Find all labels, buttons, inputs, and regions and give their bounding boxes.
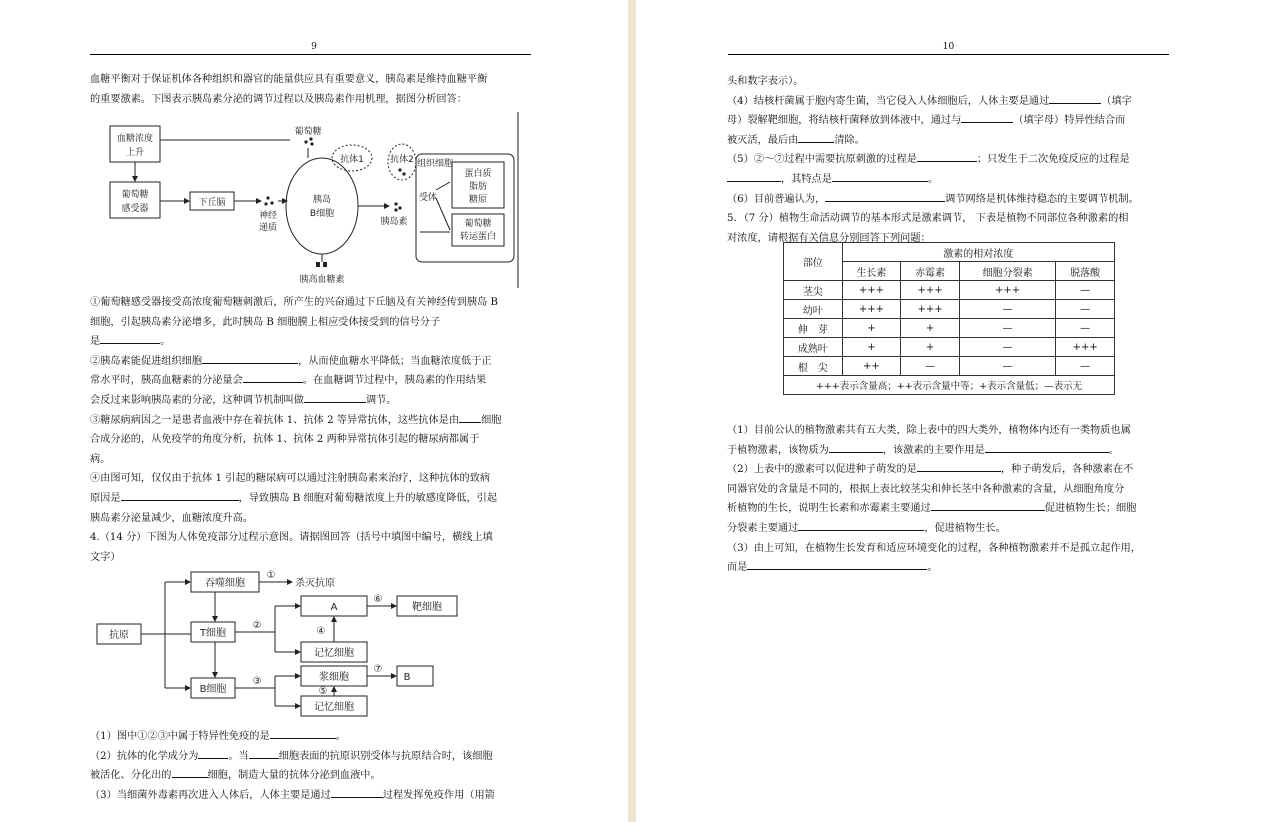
target-cell-label: 靶细胞: [412, 602, 442, 613]
sub2-text: 细胞，制造大量的抗体分泌到血液中。: [207, 770, 381, 782]
plasma-cell-label: 浆细胞: [319, 672, 349, 683]
right-text-bottom: [727, 421, 1169, 578]
table-cell: +++: [842, 281, 901, 300]
memory-cell-label: 记忆细胞: [314, 648, 354, 659]
sub3-text: （3）当细菌外毒素再次进入人体后，人体主要是通过: [90, 789, 331, 801]
page-number: 9: [311, 42, 317, 52]
intro-line: 的重要激素。下图表示胰岛素分泌的调节过程以及胰岛素作用机理，据图分析回答：: [90, 93, 467, 105]
column-header: 赤霉素: [901, 262, 960, 281]
sub4-text: 母）裂解靶细胞，将结核杆菌释放到体液中，通过与: [727, 115, 962, 127]
effects-label: 蛋白质: [464, 169, 492, 179]
islet-cell-ellipse: [286, 158, 358, 254]
blood-sugar-label: 血糖浓度: [116, 134, 154, 144]
sub-questions: [90, 727, 538, 805]
antigen-label: 抗原: [109, 630, 129, 641]
answer-blank[interactable]: [917, 460, 1001, 472]
answer-blank[interactable]: [331, 786, 383, 798]
q3-line: 合成分泌的，从免疫学的角度分析，抗体 1、抗体 2 两种异常抗体引起的糖尿病都属于: [90, 434, 480, 446]
p2-line: [727, 499, 1169, 519]
p3-text: 而是: [727, 562, 748, 574]
sub6-text: （6）目前普遍认为，: [727, 193, 826, 205]
sub5-text: ，其特点是: [781, 173, 832, 185]
column-header: 脱落酸: [1056, 262, 1115, 281]
cont-line: 头和数字表示）。: [727, 76, 804, 87]
row-label: 茎尖: [784, 281, 843, 300]
antibody2-label: 抗体2: [390, 155, 414, 165]
row-label: 伸 芽: [784, 319, 843, 338]
answer-blank[interactable]: [961, 111, 1013, 123]
blood-sugar-label: 上升: [125, 148, 145, 158]
answer-blank[interactable]: [832, 170, 928, 182]
table-cell: +: [842, 338, 901, 357]
table-cell: —: [1056, 319, 1115, 338]
b-result-box: [397, 666, 433, 686]
q-immune-title: 文字）: [90, 551, 121, 563]
page-gutter: [628, 0, 636, 822]
neurotransmitter-label: 递质: [258, 223, 278, 233]
q1-line: ①葡萄糖感受器接受高浓度葡萄糖刺激后，所产生的兴奋通过下丘脑及有关神经传到胰岛 B: [90, 297, 499, 308]
answer-blank[interactable]: [1049, 92, 1101, 104]
answer-blank[interactable]: [798, 519, 924, 531]
q1-line: 是 。: [90, 332, 538, 352]
glucose-receptor-label: 感受器: [121, 204, 149, 214]
table-cell: +: [901, 338, 960, 357]
answer-blank[interactable]: [270, 727, 336, 739]
p2-line: 同器官处的含量是不同的，根据上表比较茎尖和伸长茎中各种激素的含量，从细胞角度分: [727, 483, 1125, 495]
row-label: 根 尖: [784, 357, 843, 376]
sub5-line: [727, 150, 1169, 170]
table-cell: —: [959, 338, 1055, 357]
intro-line: 血糖平衡对于保证机体各种组织和器官的能量供应具有重要意义，胰岛素是维持血糖平衡: [90, 74, 488, 85]
answer-blank[interactable]: [917, 150, 977, 162]
q4-text: ，导致胰岛 B 细胞对葡萄糖浓度上升的敏感度降低，引起: [238, 492, 498, 504]
a-label: A: [330, 602, 338, 613]
p2-text: 促进植物生长；细胞: [1044, 503, 1137, 515]
table-row: [784, 300, 1115, 319]
q4-line: [90, 489, 538, 509]
sub1-line: [90, 727, 538, 747]
p2-text: ，种子萌发后，各种激素在不: [1000, 464, 1134, 476]
b-cell-label: B细胞: [199, 684, 227, 695]
q2-text: 会反过来影响胰岛素的分泌，这种调节机制叫做: [90, 394, 304, 406]
p2-line: [727, 519, 1169, 539]
q4-text: 原因是: [90, 492, 121, 504]
answer-blank[interactable]: [304, 391, 366, 403]
step-number: ④: [316, 626, 326, 637]
right-text-top: [727, 72, 1169, 248]
glucose-receptor-label: 葡萄糖: [121, 190, 149, 200]
answer-blank[interactable]: [100, 332, 160, 344]
table-cell: +: [842, 319, 901, 338]
answer-blank[interactable]: [985, 441, 1109, 453]
hormone-table: [783, 242, 1115, 395]
table-row: [784, 338, 1115, 357]
table-cell: —: [1056, 281, 1115, 300]
q2-line: [90, 391, 538, 411]
q5-title: 对浓度，请根据有关信息分别回答下列问题：: [727, 232, 931, 244]
memory-cell-label: 记忆细胞: [314, 702, 354, 713]
table-cell: +++: [901, 300, 960, 319]
p3-text: 。: [927, 562, 938, 574]
answer-blank[interactable]: [825, 190, 945, 202]
column-header: 生长素: [842, 262, 901, 281]
phagocyte-label: 吞噬细胞: [205, 578, 245, 589]
neurotransmitter-label: 神经: [258, 211, 278, 221]
table-cell: +++: [1056, 338, 1115, 357]
p1-line: （1）目前公认的植物激素共有五大类，除上表中的四大类外，植物体内还有一类物质也属: [727, 425, 1131, 436]
question-block: [90, 293, 538, 567]
p2-text: ，促进植物生长。: [924, 522, 1006, 534]
sub2-line: [90, 766, 538, 786]
answer-blank[interactable]: [798, 131, 834, 143]
effects-label: 转运蛋白: [459, 232, 497, 242]
table-cell: —: [901, 357, 960, 376]
step-number: ⑥: [373, 594, 383, 605]
q1-text: 是: [90, 336, 101, 348]
table-footnote: +++表示含量高；++表示含量中等；+表示含量低；—表示无: [784, 376, 1115, 395]
left-page: [0, 0, 628, 822]
q1-line: 细胞，引起胰岛素分泌增多，此时胰岛 B 细胞膜上相应受体接受到的信号分子: [90, 316, 441, 328]
receptor-label: 受体: [418, 193, 438, 203]
table-cell: +++: [959, 281, 1055, 300]
q-immune-title: 4.（14 分）下图为人体免疫部分过程示意图。请据图回答（括号中填图中编号，横线上填: [90, 532, 493, 544]
answer-blank[interactable]: [249, 747, 279, 759]
q2-text: ，从而使血糖水平降低；当血糖浓度低于正: [298, 355, 492, 367]
table-header: 激素的相对浓度: [842, 243, 1114, 262]
header-rule: [90, 54, 531, 55]
sub4-line: [727, 111, 1169, 131]
q3-text: 细胞: [481, 414, 502, 426]
table-row: [784, 357, 1115, 376]
sub4-text: （填字母）特异性结合而: [1013, 115, 1126, 127]
table-header: 部位: [784, 243, 843, 281]
right-page: [636, 0, 1264, 822]
glucose-label: 葡萄糖: [294, 127, 322, 137]
q2-text: 调节。: [365, 394, 397, 406]
sub1-text: 。: [335, 731, 346, 742]
p3-line: （3）由上可知，在植物生长发育和适应环境变化的过程，各种植物激素并不是孤立起作用，: [727, 542, 1141, 554]
sub6-text: 调节网络是机体维持稳态的主要调节机制。: [945, 193, 1139, 205]
hypothalamus-label: 下丘脑: [198, 198, 226, 208]
p1-line: [727, 441, 1169, 461]
intro-paragraph: [90, 70, 538, 109]
table-cell: —: [959, 319, 1055, 338]
sub4-text: （4）结核杆菌属于胞内寄生菌，当它侵入人体细胞后，人体主要是通过: [727, 95, 1050, 107]
step-number: ③: [252, 676, 262, 687]
q2-text: ②胰岛素能促进组织细胞: [90, 355, 203, 367]
sub2-text: （2）抗体的化学成分为: [90, 750, 199, 762]
q3-line: [90, 411, 538, 431]
immune-process-diagram: [95, 566, 465, 722]
page-number: 10: [942, 42, 955, 52]
row-label: 成熟叶: [784, 338, 843, 357]
step-number: ①: [266, 570, 276, 581]
sub3-line: [90, 786, 538, 806]
row-label: 幼叶: [784, 300, 843, 319]
column-header: 细胞分裂素: [959, 262, 1055, 281]
answer-blank[interactable]: [727, 170, 781, 182]
table-cell: +++: [901, 281, 960, 300]
q4-line: ④由图可知，仅仅由于抗体 1 引起的糖尿病可以通过注射胰岛素来治疗，这种抗体的致病: [90, 473, 491, 485]
table-row: [784, 319, 1115, 338]
p1-text: ，该激素的主要作用是: [882, 444, 985, 456]
table-cell: —: [1056, 300, 1115, 319]
table-cell: ++: [842, 357, 901, 376]
table-cell: +++: [842, 300, 901, 319]
q3-text: ③糖尿病病因之一是患者血液中存在着抗体 1、抗体 2 等异常抗体，这些抗体是由: [90, 414, 460, 426]
answer-blank[interactable]: [121, 489, 239, 501]
answer-blank[interactable]: [931, 499, 1045, 511]
sub2-text: 被活化、分化出的: [90, 770, 172, 782]
p2-text: 分裂素主要通过: [727, 522, 799, 534]
answer-blank[interactable]: [459, 411, 481, 423]
table-cell: —: [1056, 357, 1115, 376]
table-cell: —: [959, 300, 1055, 319]
table-row: [784, 281, 1115, 300]
islet-label: B细胞: [309, 209, 335, 219]
table-cell: —: [959, 357, 1055, 376]
answer-blank[interactable]: [198, 747, 228, 759]
q4-line: 胰岛素分泌量减少，血糖浓度升高。: [90, 512, 253, 524]
q3-line: 病。: [90, 453, 111, 465]
sub2-text: 。当: [228, 750, 249, 762]
sub5-text: 。: [927, 173, 939, 185]
p2-text: 析植物的生长，说明生长素和赤霉素主要通过: [727, 503, 931, 515]
sub2-text: 细胞表面的抗原识别受体与抗原结合时，该细胞: [278, 750, 493, 762]
step-number: ⑤: [318, 686, 328, 697]
sub4-line: [727, 131, 1169, 151]
sub5-text: ；只发生于二次免疫反应的过程是: [976, 154, 1130, 166]
sub4-line: [727, 92, 1169, 112]
sub4-text: 清除。: [834, 134, 865, 146]
table-cell: +: [901, 319, 960, 338]
step-number: ⑦: [373, 664, 383, 675]
answer-blank[interactable]: [172, 766, 208, 778]
sub4-text: （填字: [1101, 95, 1132, 107]
effects-label: 糖原: [468, 195, 488, 205]
q2-line: [90, 371, 538, 391]
q5-title: 5．（7 分）植物生命活动调节的基本形式是激素调节， 下表是植物不同部位各种激素的相: [727, 213, 1129, 225]
effects-label: 脂肪: [468, 182, 488, 192]
insulin-label: 胰岛素: [380, 217, 408, 227]
answer-blank[interactable]: [202, 352, 298, 364]
sub4-text: 被灭活，最后由: [727, 134, 799, 146]
sub2-line: [90, 747, 538, 767]
answer-blank[interactable]: [747, 558, 927, 570]
kill-antigen-label: 杀灭抗原: [295, 578, 335, 589]
tissue-label: 组织细胞: [416, 159, 454, 169]
answer-blank[interactable]: [243, 371, 303, 383]
q2-line: [90, 352, 538, 372]
antibody1-label: 抗体1: [340, 155, 364, 165]
t-cell-label: T细胞: [199, 628, 227, 639]
p2-line: [727, 460, 1169, 480]
p1-text: 于植物激素，该物质为: [727, 444, 829, 456]
p2-text: （2）上表中的激素可以促进种子萌发的是: [727, 464, 917, 476]
q2-text: 。在血糖调节过程中，胰岛素的作用结果: [302, 375, 487, 387]
p1-text: 。: [1108, 444, 1119, 456]
sub5-line: [727, 170, 1169, 190]
sub6-line: [727, 190, 1169, 210]
sub3-text: 过程发挥免疫作用（用箭: [382, 789, 495, 801]
islet-label: 胰岛: [312, 195, 332, 205]
sub1-text: （1）图中①②③中属于特异性免疫的是: [90, 731, 270, 742]
insulin-regulation-diagram: [100, 112, 520, 288]
p3-line: [727, 558, 1169, 578]
b-result-label: B: [403, 672, 411, 683]
step-number: ②: [252, 620, 262, 631]
answer-blank[interactable]: [829, 441, 883, 453]
q2-text: 常水平时，胰高血糖素的分泌量会: [90, 375, 243, 387]
header-rule: [728, 54, 1169, 55]
glucagon-label: 胰高血糖素: [299, 275, 345, 285]
sub5-text: （5）②～⑦过程中需要抗原刺激的过程是: [727, 154, 917, 166]
effects-label: 葡萄糖: [464, 219, 492, 229]
